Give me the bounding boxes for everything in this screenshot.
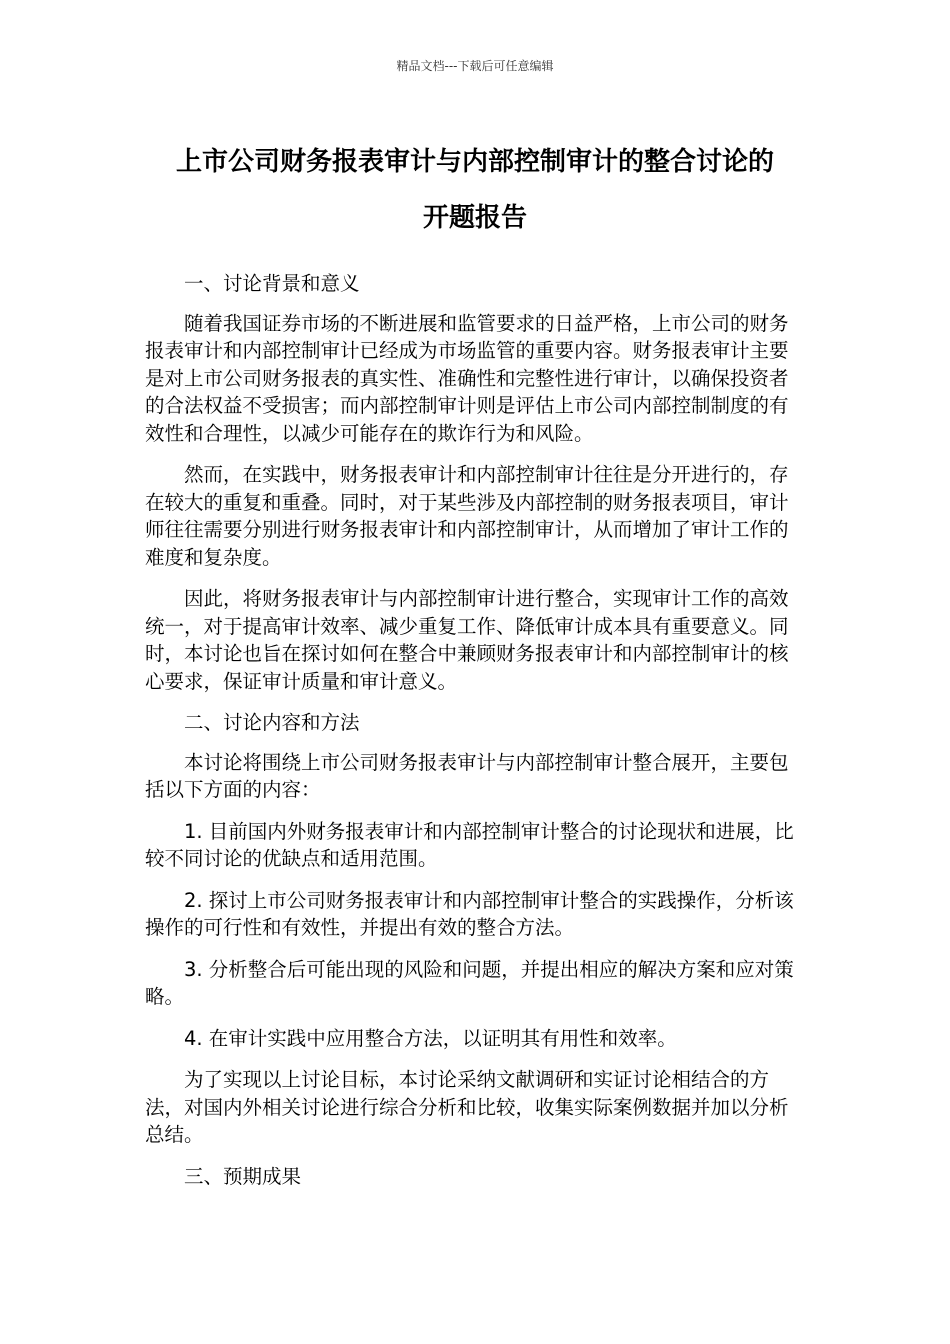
section-heading-content-method: 二、讨论内容和方法 (184, 711, 360, 734)
paragraph: 为了实现以上讨论目标，本讨论采纳文献调研和实证讨论相结合的方法，对国内外相关讨论进行综合分析和比较，收集实际案例数据并加以分析总结。 (145, 1068, 789, 1146)
list-item: 4. 在审计实践中应用整合方法，以证明其有用性和效率。 (184, 1026, 677, 1050)
list-item: 1. 目前国内外财务报表审计和内部控制审计整合的讨论现状和进展，比较不同讨论的优缺点和适用范围。 (145, 819, 794, 870)
paragraph: 因此，将财务报表审计与内部控制审计进行整合，实现审计工作的高效统一，对于提高审计效率、减少重复工作、降低审计成本具有重要意义。同时，本讨论也旨在探讨如何在整合中兼顾财务报表审计和内部控制审计的核心要求，保证审计质量和审计意义。 (145, 587, 789, 693)
title-line-1: 上市公司财务报表审计与内部控制审计的整合讨论的 (175, 147, 774, 177)
page-header: 精品文档---下载后可任意编辑 (396, 59, 554, 73)
paragraph: 然而，在实践中，财务报表审计和内部控制审计往往是分开进行的，存在较大的重复和重叠。同时，对于某些涉及内部控制的财务报表项目，审计师往往需要分别进行财务报表审计和内部控制审计，从而增加了审计工作的难度和复杂度。 (145, 463, 789, 569)
document-body (145, 270, 807, 1202)
title-line-2: 开题报告 (422, 203, 527, 233)
paragraph: 随着我国证券市场的不断进展和监管要求的日益严格，上市公司的财务报表审计和内部控制审计已经成为市场监管的重要内容。财务报表审计主要是对上市公司财务报表的真实性、准确性和完整性进行审计，以确保投资者的合法权益不受损害；而内部控制审计则是评估上市公司内部控制制度的有效性和合理性，以减少可能存在的欺诈行为和风险。 (145, 311, 789, 445)
list-item: 3. 分析整合后可能出现的风险和问题，并提出相应的解决方案和应对策略。 (145, 957, 794, 1008)
document-title (130, 134, 820, 246)
list-item: 2. 探讨上市公司财务报表审计和内部控制审计整合的实践操作，分析该操作的可行性和有效性，并提出有效的整合方法。 (145, 888, 794, 939)
paragraph: 本讨论将围绕上市公司财务报表审计与内部控制审计整合展开，主要包括以下方面的内容： (145, 750, 789, 801)
section-heading-expected-results: 三、预期成果 (184, 1164, 302, 1188)
section-heading-background: 一、讨论背景和意义 (184, 272, 360, 295)
